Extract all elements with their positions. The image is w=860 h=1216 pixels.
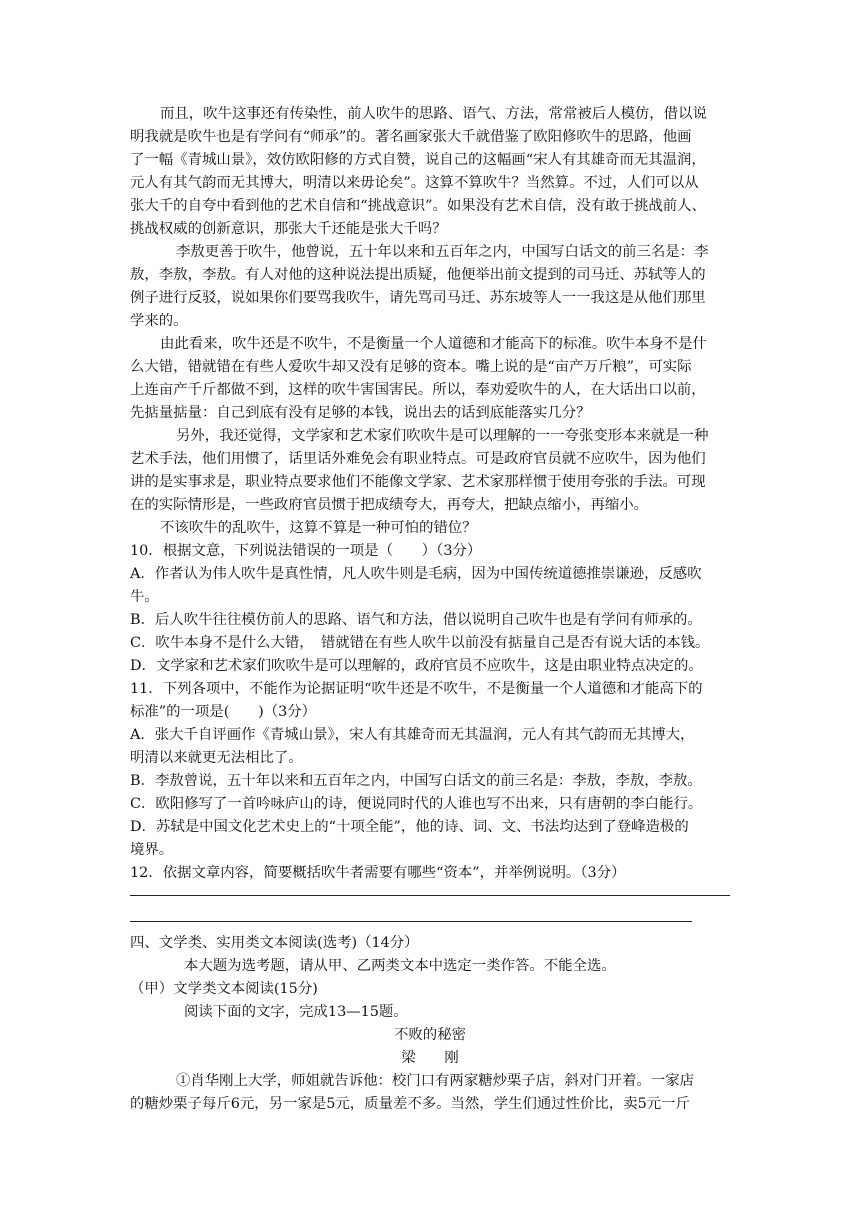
story-author: 梁 刚 (401, 1050, 459, 1066)
paragraph-line: 不该吹牛的乱吹牛，这算不算是一种可怕的错位？ (160, 520, 477, 536)
question-10-option-b: B．后人吹牛往往模仿前人的思路、语气和方法，借以说明自己吹牛也是有学问有师承的。 (130, 612, 702, 628)
section-note: 本大题为选考题，请从甲、乙两类文本中选定一类作答。不能全选。 (184, 958, 616, 974)
paragraph-line: 明我就是吹牛也是有学问有“师承”的。著名画家张大千就借鉴了欧阳修吹牛的思路，他画 (130, 129, 692, 145)
paragraph-line: 敖，李敖，李敖。有人对他的这种说法提出质疑，他便举出前文提到的司马迁、苏轼等人的 (130, 267, 706, 283)
instruction: 阅读下面的文字，完成13—15题。 (184, 1004, 408, 1020)
paragraph-line: 上连亩产千斤都做不到，这样的吹牛害国害民。所以，奉劝爱吹牛的人，在大话出口以前， (130, 382, 706, 398)
question-11-option-a: 明清以来就更无法相比了。 (130, 750, 303, 766)
question-12-stem: 12．依据文章内容，简要概括吹牛者需要有哪些“资本”，并举例说明。（3分） (130, 865, 626, 881)
question-11-stem: 标准”的一项是( )（3分） (130, 704, 317, 720)
question-11-option-b: B．李敖曾说，五十年以来和五百年之内，中国写白话文的前三名是：李敖，李敖，李敖。 (130, 773, 702, 789)
paragraph-line: 另外，我还觉得，文学家和艺术家们吹吹牛是可以理解的一一夸张变形本来就是一种 (176, 428, 709, 444)
paragraph-line: 先掂量掂量：自己到底有没有足够的本钱，说出去的话到底能落实几分？ (130, 405, 591, 421)
paragraph-line: 而且，吹牛这事还有传染性，前人吹牛的思路、语气、方法，常常被后人模仿，借以说 (160, 106, 707, 122)
subsection-title: （甲）文学类文本阅读(15分) (130, 981, 318, 997)
question-10-option-a: A．作者认为伟人吹牛是真性情，凡人吹牛则是毛病，因为中国传统道德推崇谦逊，反感吹 (130, 566, 702, 582)
story-title: 不败的秘密 (394, 1027, 466, 1043)
paragraph-line: 讲的是实事求是，职业特点要求他们不能像文学家、艺术家那样惯于使用夸张的手法。可现 (130, 474, 706, 490)
paragraph-line: 例子进行反驳，说如果你们要骂我吹牛，请先骂司马迁、苏东坡等人一一我这是从他们那里 (130, 290, 706, 306)
paragraph-line: 的糖炒栗子每斤6元，另一家是5元，质量差不多。当然，学生们通过性价比，卖5元一斤 (130, 1096, 690, 1112)
question-10-option-c: C．吹牛本身不是什么大错， 错就错在有些人吹牛以前没有掂量自己是否有说大话的本钱。 (130, 635, 710, 651)
paragraph-line: 元人有其气韵而无其博大，明清以来毋论矣”。这算不算吹牛？当然算。不过，人们可以从 (130, 175, 699, 191)
question-11-option-c: C．欧阳修写了一首吟咏庐山的诗，便说同时代的人谁也写不出来，只有唐朝的李白能行。 (130, 796, 703, 812)
paragraph-line: 么大错，错就错在有些人爱吹牛却又没有足够的资本。嘴上说的是“亩产万斤粮”，可实际 (130, 359, 692, 375)
paragraph-line: ①肖华刚上大学，师姐就告诉他：校门口有两家糖炒栗子店，斜对门开着。一家店 (176, 1073, 695, 1089)
paragraph-line: 挑战权威的创新意识，那张大千还能是张大千吗？ (130, 221, 447, 237)
paragraph-line: 艺术手法，他们用惯了，话里话外难免会有职业特点。可是政府官员就不应吹牛，因为他们 (130, 451, 706, 467)
question-10-option-a: 牛。 (130, 589, 159, 605)
section-title: 四、文学类、实用类文本阅读(选考)（14分） (130, 935, 419, 951)
question-10-stem: 10．根据文意，下列说法错误的一项是（ ）（3分） (130, 543, 482, 559)
question-11-option-a: A．张大千自评画作《青城山景》，宋人有其雄奇而无其温润，元人有其气韵而无其博大， (130, 727, 695, 743)
paragraph-line: 李敖更善于吹牛，他曾说，五十年以来和五百年之内，中国写白话文的前三名是：李 (176, 244, 709, 260)
paragraph-line: 了一幅《青城山景》，效仿欧阳修的方式自赞，说自己的这幅画“宋人有其雄奇而无其温润， (130, 152, 706, 168)
question-11-option-d: 境界。 (130, 842, 174, 858)
question-11-option-d: D．苏轼是中国文化艺术史上的“十项全能”，他的诗、词、文、书法均达到了登峰造极的 (130, 819, 689, 835)
paragraph-line: 学来的。 (130, 313, 188, 329)
paragraph-line: 由此看来，吹牛还是不吹牛，不是衡量一个人道德和才能高下的标准。吹牛本身不是什 (160, 336, 707, 352)
paragraph-line: 在的实际情形是，一些政府官员惯于把成绩夸大，再夸大，把缺点缩小，再缩小。 (130, 497, 649, 513)
question-11-stem: 11．下列各项中，不能作为论据证明“吹牛还是不吹牛，不是衡量一个人道德和才能高下的 (130, 681, 703, 697)
question-10-option-d: D．文学家和艺术家们吹吹牛是可以理解的，政府官员不应吹牛，这是由职业特点决定的。 (130, 658, 703, 674)
answer-line (130, 921, 692, 922)
answer-line (130, 895, 730, 896)
paragraph-line: 张大千的自夸中看到他的艺术自信和“挑战意识”。如果没有艺术自信，没有敢于挑战前人、 (130, 198, 706, 214)
